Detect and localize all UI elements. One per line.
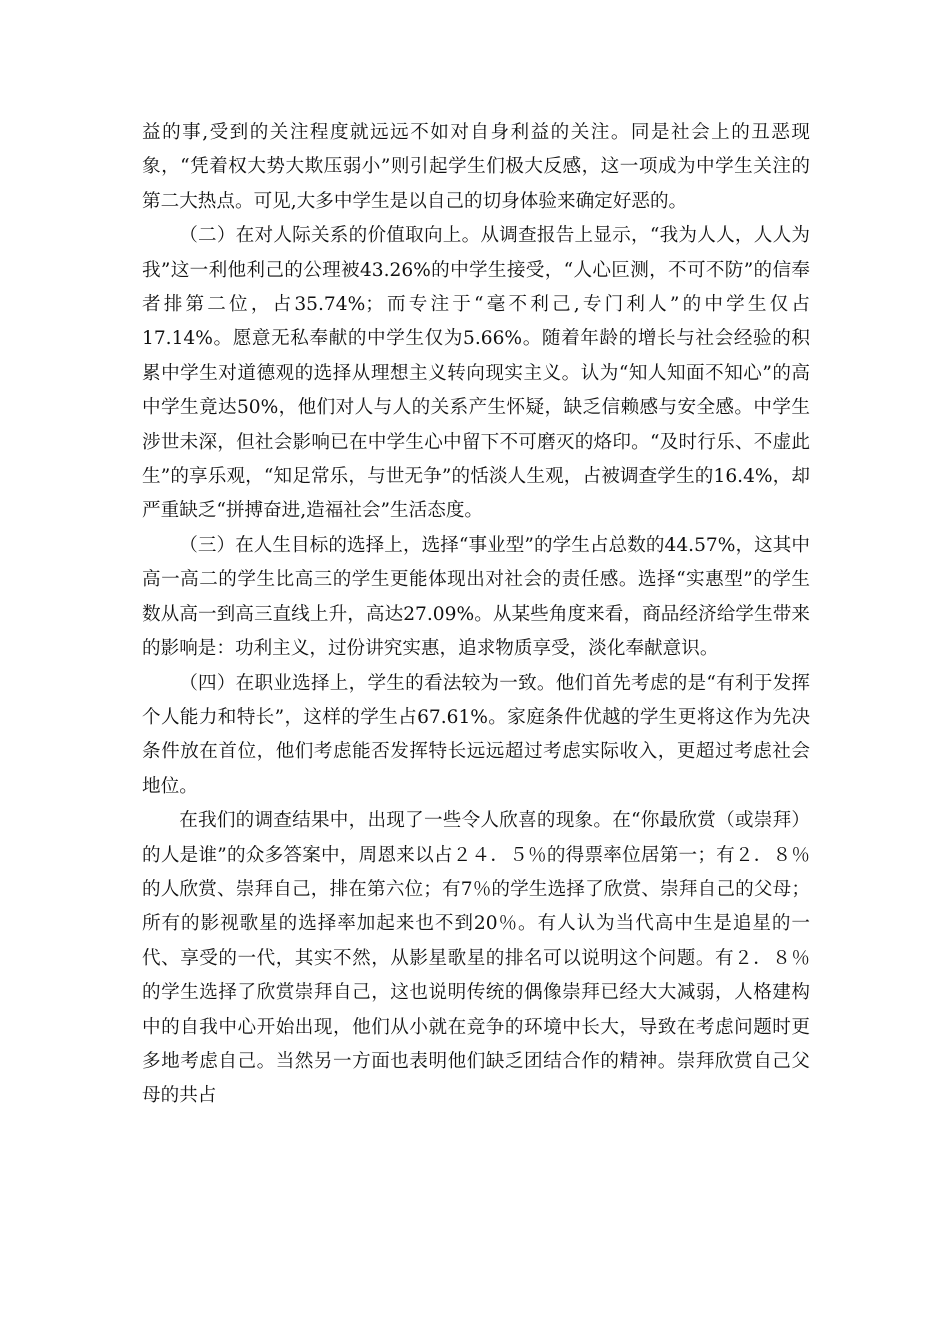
paragraph-continuation: 益的事,受到的关注程度就远远不如对自身利益的关注。同是社会上的丑恶现象，“凭着权大势大欺压弱小”则引起学生们极大反感，这一项成为中学生关注的第二大热点。可见,大多中学生是以自己的切身体验来确定好恶的。 [142, 122, 810, 212]
paragraph-interpersonal-values: （二）在对人际关系的价值取向上。从调查报告上显示，“我为人人，人人为我”这一利他利己的公理被43.26%的中学生接受，“人心叵测，不可不防”的信奉者排第二位，占35.74%；而专注于“毫不利己,专门利人”的中学生仅占17.14%。愿意无私奉献的中学生仅为5.66%。随着年龄的增长与社会经验的积累中学生对道德观的选择从理想主义转向现实主义。认为“知人知面不知心”的高中学生竟达50%，他们对人与人的关系产生怀疑，缺乏信赖感与安全感。中学生涉世未深，但社会影响已在中学生心中留下不可磨灭的烙印。“及时行乐、不虚此生”的享乐观，“知足常乐，与世无争”的恬淡人生观，占被调查学生的16.4%，却严重缺乏“拼搏奋进,造福社会”生活态度。 [142, 225, 810, 522]
paragraph-survey-results: 在我们的调查结果中，出现了一些令人欣喜的现象。在“你最欣赏（或崇拜）的人是谁”的众多答案中，周恩来以占２４．５％的得票率位居第一；有２．８％的人欣赏、崇拜自己，排在第六位；有7％的学生选择了欣赏、崇拜自己的父母；所有的影视歌星的选择率加起来也不到20％。有人认为当代高中生是追星的一代、享受的一代，其实不然，从影星歌星的排名可以说明这个问题。有２．８％的学生选择了欣赏崇拜自己，这也说明传统的偶像崇拜已经大大减弱，人格建构中的自我中心开始出现，他们从小就在竞争的环境中长大，导致在考虑问题时更多地考虑自己。当然另一方面也表明他们缺乏团结合作的精神。崇拜欣赏自己父母的共占 [142, 810, 810, 1107]
paragraph-life-goals: （三）在人生目标的选择上，选择“事业型”的学生占总数的44.57%，这其中高一高二的学生比高三的学生更能体现出对社会的责任感。选择“实惠型”的学生数从高一到高三直线上升，高达27.09%。从某些角度来看，商品经济给学生带来的影响是：功利主义，过份讲究实惠，追求物质享受，淡化奉献意识。 [142, 534, 810, 660]
document-page [142, 116, 810, 1114]
paragraph-career-choice: （四）在职业选择上，学生的看法较为一致。他们首先考虑的是“有利于发挥个人能力和特长”，这样的学生占67.61%。家庭条件优越的学生更将这作为先决条件放在首位，他们考虑能否发挥特长远远超过考虑实际收入，更超过考虑社会地位。 [142, 672, 810, 797]
